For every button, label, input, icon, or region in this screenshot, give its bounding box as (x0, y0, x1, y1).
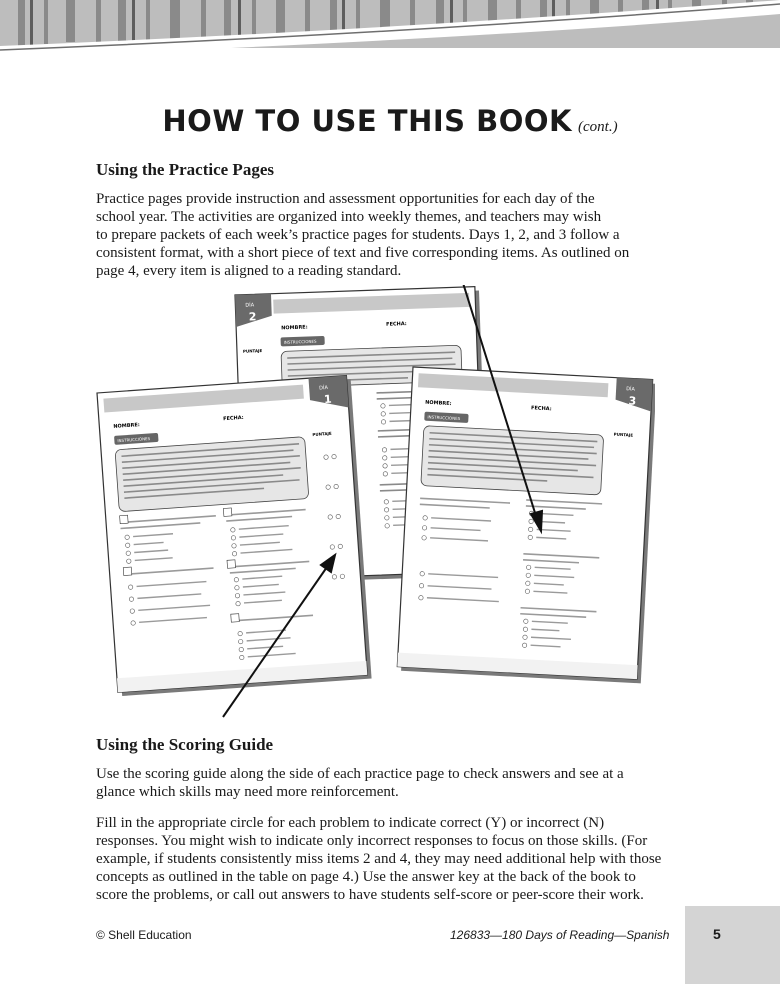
worksheet-day-1 (97, 375, 372, 696)
scoring-guide-paragraph-2 (96, 814, 696, 904)
day3-score-label: PUNTAJE (613, 431, 634, 438)
day1-instructions: INSTRUCCIONES (117, 435, 151, 444)
day1-number: 1 (323, 392, 333, 407)
scoring-guide-heading: Using the Scoring Guide (96, 735, 274, 754)
day2-instructions: INSTRUCCIONES (283, 338, 317, 345)
day1-date-label: FECHA: (222, 414, 244, 423)
day1-score-label: PUNTAJE (312, 430, 332, 438)
practice-line: page 4, every item is aligned to a reading standard. (96, 263, 402, 279)
header-banner (0, 0, 780, 70)
day3-date-label: FECHA: (530, 405, 552, 413)
footer-copyright: © Shell Education (96, 928, 192, 942)
scoring-line: Use the scoring guide along the side of each practice page to check answers and see at a (96, 766, 624, 782)
scoring-line: example, if students consistently miss items 2 and 4, they may need additional help with those (96, 851, 662, 867)
page-number-tab (685, 906, 780, 984)
page-title-suffix: (cont.) (578, 119, 618, 135)
day2-date-label: FECHA: (386, 321, 407, 328)
day1-name-label: NOMBRE: (113, 422, 141, 430)
scoring-line: Fill in the appropriate circle for each problem to indicate correct (Y) or incorrect (N) (96, 815, 605, 831)
day3-day-word: DÍA (625, 386, 636, 393)
practice-line: consistent format, with a short piece of text and five corresponding items. As outlined on (96, 245, 630, 261)
day3-instructions: INSTRUCCIONES (427, 414, 461, 422)
day1-day-word: DÍA (319, 384, 329, 392)
practice-pages-heading: Using the Practice Pages (96, 160, 274, 179)
scoring-line: responses. You might wish to indicate only incorrect responses to focus on those skills. (For (96, 833, 648, 849)
day2-number: 2 (248, 310, 257, 324)
scoring-guide-paragraph-1 (96, 765, 696, 801)
day2-day-word: DÍA (245, 302, 255, 309)
scoring-line: glance which skills may need more reinforcement. (96, 784, 399, 800)
practice-pages-paragraph (96, 190, 676, 280)
worksheet-day-3 (397, 367, 655, 683)
day3-name-label: NOMBRE: (424, 399, 452, 408)
footer-book-id: 126833—180 Days of Reading—Spanish (450, 928, 670, 942)
page-number: 5 (713, 926, 721, 942)
day3-number: 3 (628, 394, 637, 408)
page-title-main: HOW TO USE THIS BOOK (162, 104, 572, 138)
day2-name-label: NOMBRE: (281, 324, 308, 332)
worksheet-illustration (95, 285, 655, 725)
practice-line: school year. The activities are organized into weekly themes, and teachers may wish (96, 209, 602, 225)
page-title (0, 104, 780, 138)
practice-line: to prepare packets of each week’s practice pages for students. Days 1, 2, and 3 follow a (96, 227, 620, 243)
scoring-line: concepts as outlined in the table on page 4.) Use the answer key at the back of the book to (96, 869, 636, 885)
scoring-line: score the problems, or call out answers to have students self-score or peer-score their work. (96, 887, 644, 903)
day2-score-label: PUNTAJE (242, 348, 263, 354)
practice-line: Practice pages provide instruction and assessment opportunities for each day of the (96, 191, 595, 207)
